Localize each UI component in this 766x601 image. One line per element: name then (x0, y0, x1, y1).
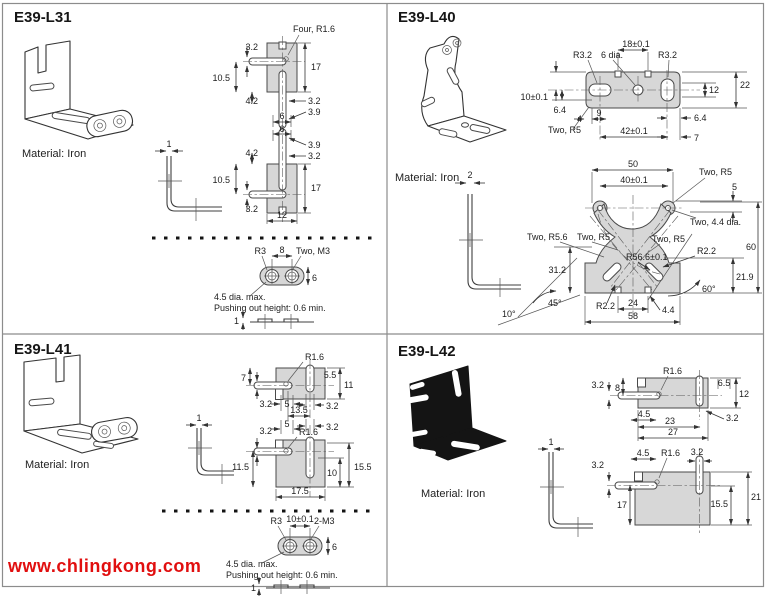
dim-11: 11 (344, 380, 354, 390)
material-label: Material: Iron (421, 488, 486, 500)
dim-7: 7 (240, 373, 246, 383)
dim-5: 5 (284, 419, 290, 429)
watermark: www.chlingkong.com (8, 556, 202, 576)
material-label: Material: Iron (395, 172, 460, 184)
dim-11-5: 11.5 (232, 462, 249, 472)
dim-r3-2: R3.2 (572, 50, 592, 60)
dim-50: 50 (627, 159, 639, 169)
dim-4-2: 4.2 (245, 96, 258, 106)
dim-10-5: 10.5 (212, 175, 230, 185)
panel-e39-l41 (7, 341, 378, 596)
dim-10-tol: 10±0.1 (286, 514, 314, 524)
dim-two-4-4-dia: Two, 4.4 dia. (690, 217, 742, 227)
dim-r56-6-tol: R56.6±0.1 (626, 252, 668, 262)
dim-10-5: 10.5 (212, 73, 230, 83)
dim-3-2: 3.2 (308, 96, 321, 106)
dim-3-2: 3.2 (726, 413, 739, 423)
isometric-view (25, 41, 134, 139)
dim-r3-2: R3.2 (658, 50, 678, 60)
dim-10-deg: 10° (502, 309, 516, 319)
isometric-view (408, 366, 506, 460)
dim-58: 58 (627, 311, 639, 321)
dim-two-r5: Two, R5 (577, 232, 611, 242)
dim-3-2: 3.2 (259, 399, 272, 409)
dim-18-tol: 18±0.1 (622, 39, 650, 49)
dim-7: 7 (694, 133, 700, 143)
dim-6-4: 6.4 (694, 113, 707, 123)
plate-detail-view (226, 514, 338, 596)
dim-21: 21 (751, 492, 762, 502)
dim-r2-2: R2.2 (697, 246, 717, 256)
dim-thickness-1: 1 (548, 437, 554, 447)
dim-4-4: 4.4 (662, 305, 675, 315)
dim-21-9: 21.9 (736, 272, 754, 282)
dim-plate-thickness-1: 1 (233, 316, 239, 326)
dim-23: 23 (664, 416, 676, 426)
panel-title: E39-L42 (398, 343, 456, 360)
panel-title: E39-L40 (398, 9, 456, 26)
dim-17: 17 (616, 500, 627, 510)
dim-two-r5: Two, R5 (699, 167, 733, 177)
isometric-view (420, 36, 506, 142)
dim-5-5: 5.5 (323, 370, 337, 380)
dim-13-5: 13.5 (290, 405, 308, 415)
dim-r1-6: R1.6 (663, 366, 683, 376)
dim-6-4: 6.4 (553, 105, 566, 115)
side-view (538, 437, 593, 537)
dim-10-tol: 10±0.1 (520, 92, 548, 102)
dim-4-2: 4.2 (245, 148, 258, 158)
dim-42-tol: 42±0.1 (620, 126, 648, 136)
dim-6-5: 6.5 (717, 378, 731, 388)
dim-31-2: 31.2 (548, 265, 566, 275)
dim-r3: R3 (270, 516, 282, 526)
dim-8: 8 (279, 245, 285, 255)
dim-60: 60 (745, 242, 756, 252)
dim-6: 6 (332, 542, 338, 552)
dim-6: 6 (279, 111, 285, 121)
front-view-lower (232, 419, 371, 501)
dim-17: 17 (311, 62, 322, 72)
front-view (212, 24, 335, 224)
side-view (455, 170, 521, 297)
dim-r1-6: R1.6 (305, 352, 325, 362)
dim-3-2: 3.2 (326, 422, 339, 432)
dim-22: 22 (740, 80, 751, 90)
dim-17-5: 17.5 (291, 486, 309, 496)
note-4-5-dia: 4.5 dia. max. (226, 559, 278, 569)
dim-3-2: 3.2 (591, 380, 604, 390)
dim-40-tol: 40±0.1 (620, 175, 648, 185)
dim-8: 8 (614, 383, 620, 393)
dim-r2-2: R2.2 (596, 301, 616, 311)
dim-thickness-1: 1 (166, 139, 172, 149)
front-view-upper (591, 366, 749, 441)
dim-60-deg: 60° (702, 284, 716, 294)
dim-two-r5-6: Two, R5.6 (527, 232, 568, 242)
dim-thickness-1: 1 (196, 413, 202, 423)
plate-detail-view (214, 245, 330, 330)
dim-4-5: 4.5 (636, 448, 650, 458)
panel-e39-l40 (395, 9, 762, 325)
dim-6-dia: 6 dia. (601, 50, 624, 60)
dim-four-r1-6: Four, R1.6 (293, 24, 336, 34)
dim-5: 5 (731, 182, 737, 192)
material-label: Material: Iron (25, 459, 90, 471)
dim-9: 9 (596, 108, 602, 118)
dim-3-2: 3.2 (245, 42, 258, 52)
dim-12: 12 (739, 389, 750, 399)
dim-3-2: 3.2 (690, 447, 704, 457)
dim-3-2: 3.2 (326, 401, 339, 411)
dim-two-r5: Two, R5 (548, 125, 582, 135)
side-view (186, 413, 234, 484)
dim-27: 27 (667, 427, 679, 437)
dim-10: 10 (326, 468, 337, 478)
dim-r3: R3 (254, 246, 266, 256)
front-view-upper (241, 352, 353, 420)
dim-two-m3: Two, M3 (296, 246, 331, 256)
front-view (498, 159, 762, 325)
dim-thickness-2: 2 (467, 170, 473, 180)
dim-6: 6 (312, 273, 318, 283)
dim-3-9: 3.9 (308, 140, 321, 150)
dim-45-deg: 45° (548, 298, 562, 308)
dim-two-r5: Two, R5 (652, 234, 686, 244)
dim-3-2: 3.2 (308, 151, 321, 161)
panel-title: E39-L41 (14, 341, 72, 358)
panel-e39-l31 (14, 9, 375, 330)
dim-3-2: 3.2 (259, 426, 272, 436)
note-pushing-height: Pushing out height: 0.6 min. (214, 303, 326, 313)
isometric-view (24, 355, 139, 453)
note-pushing-height: Pushing out height: 0.6 min. (226, 570, 338, 580)
note-4-5-dia: 4.5 dia. max. (214, 292, 266, 302)
dim-3-2: 3.2 (245, 204, 258, 214)
material-label: Material: Iron (22, 148, 87, 160)
dim-r1-6: R1.6 (661, 448, 681, 458)
dim-plate-thickness-1: 1 (250, 583, 256, 593)
dim-15-5: 15.5 (710, 499, 728, 509)
dim-6: 6 (279, 124, 285, 134)
top-view (521, 39, 750, 143)
dim-17: 17 (311, 183, 322, 193)
dim-4: 4 (576, 114, 582, 124)
panel-title: E39-L31 (14, 9, 72, 26)
dim-r1-6: R1.6 (299, 427, 319, 437)
dim-3-2: 3.2 (591, 460, 604, 470)
panel-e39-l42 (398, 343, 761, 537)
dim-15-5: 15.5 (354, 462, 372, 472)
dim-12: 12 (709, 85, 720, 95)
dim-24: 24 (627, 298, 639, 308)
dim-12: 12 (276, 210, 288, 220)
dim-4-5: 4.5 (637, 409, 651, 419)
dim-3-9: 3.9 (308, 107, 321, 117)
dim-5: 5 (284, 399, 290, 409)
front-view-lower (591, 447, 761, 533)
dim-2-m3: 2-M3 (314, 516, 335, 526)
